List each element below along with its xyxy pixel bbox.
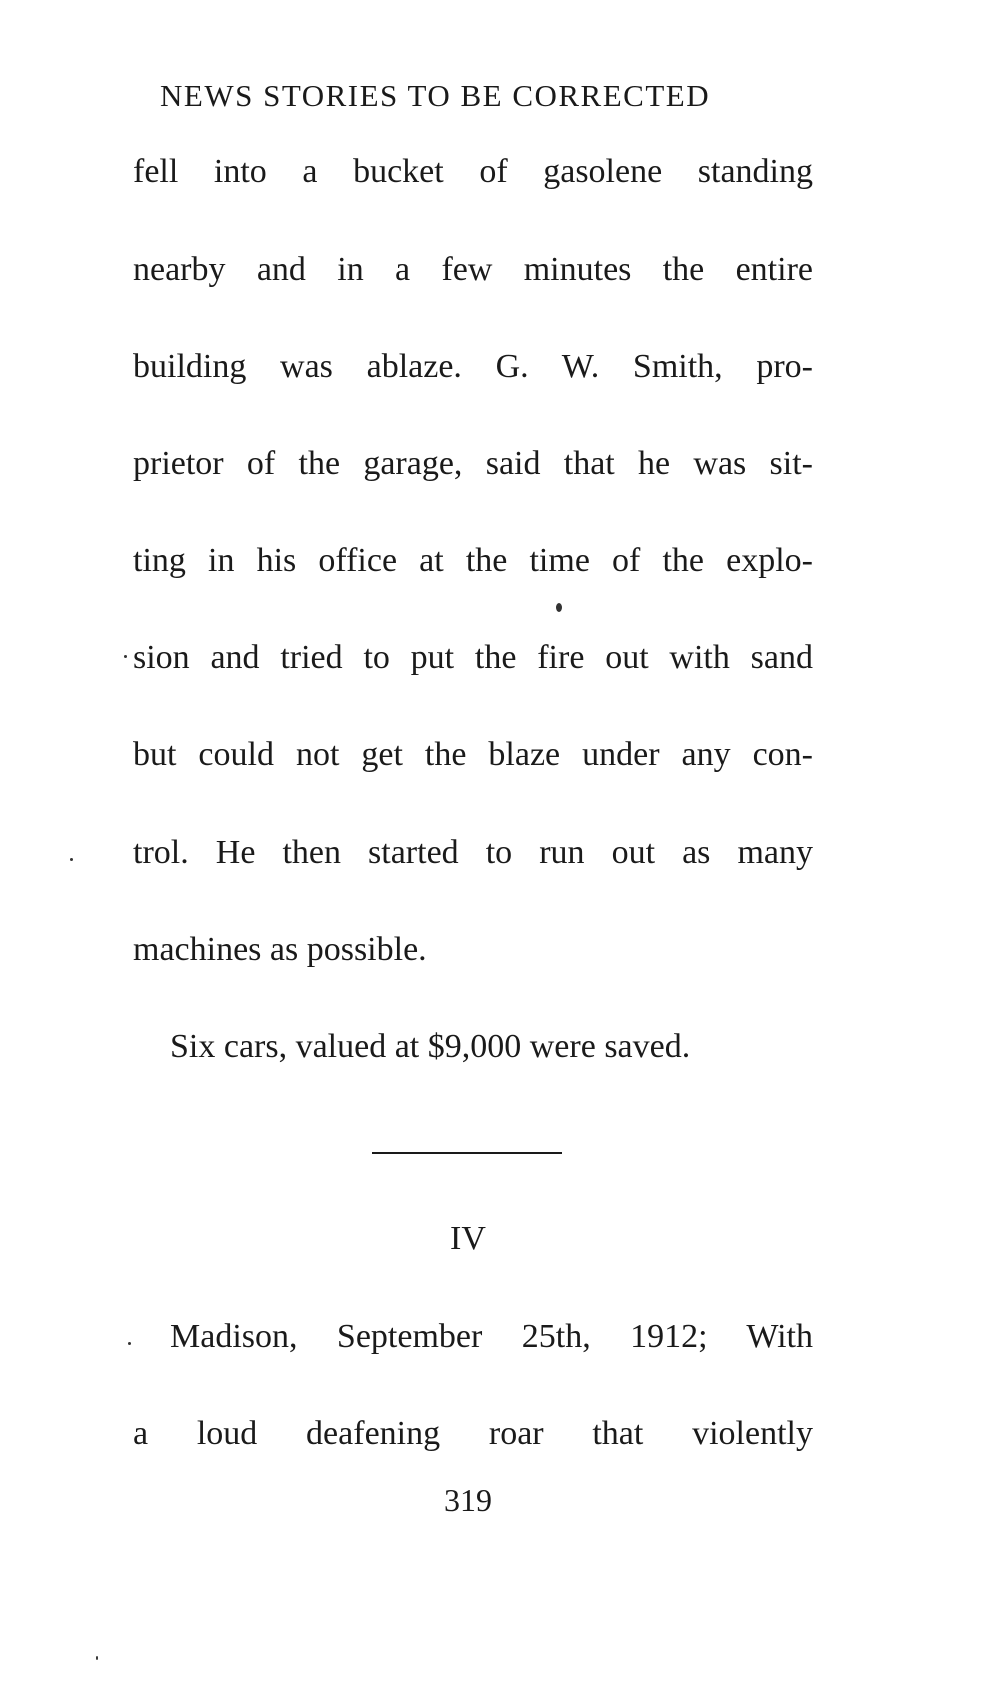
text-line-8: trol. He then started to run out as many <box>133 834 813 871</box>
print-speck <box>124 655 127 658</box>
text-line-2: nearby and in a few minutes the entire <box>133 251 813 288</box>
print-speck <box>556 603 562 612</box>
closing-paragraph: Six cars, valued at $9,000 were saved. <box>170 1028 691 1065</box>
section-divider <box>372 1152 562 1154</box>
text-line-next: a loud deafening roar that violently <box>133 1415 813 1452</box>
text-line-5: ting in his office at the time of the explo- <box>133 542 813 579</box>
print-speck <box>96 1656 98 1660</box>
text-line-1: fell into a bucket of gasolene standing <box>133 153 813 190</box>
section-number: IV <box>450 1220 486 1257</box>
print-speck <box>128 1342 131 1345</box>
text-line-9: machines as possible. <box>133 931 427 968</box>
dateline-line: Madison, September 25th, 1912; With <box>170 1318 813 1355</box>
print-speck <box>70 858 73 861</box>
running-head: NEWS STORIES TO BE CORRECTED <box>160 78 711 113</box>
text-line-7: but could not get the blaze under any con- <box>133 736 813 773</box>
text-line-4: prietor of the garage, said that he was sit- <box>133 445 813 482</box>
page-number: 319 <box>444 1482 492 1518</box>
text-line-3: building was ablaze. G. W. Smith, pro- <box>133 348 813 385</box>
text-line-6: sion and tried to put the fire out with sand <box>133 639 813 676</box>
